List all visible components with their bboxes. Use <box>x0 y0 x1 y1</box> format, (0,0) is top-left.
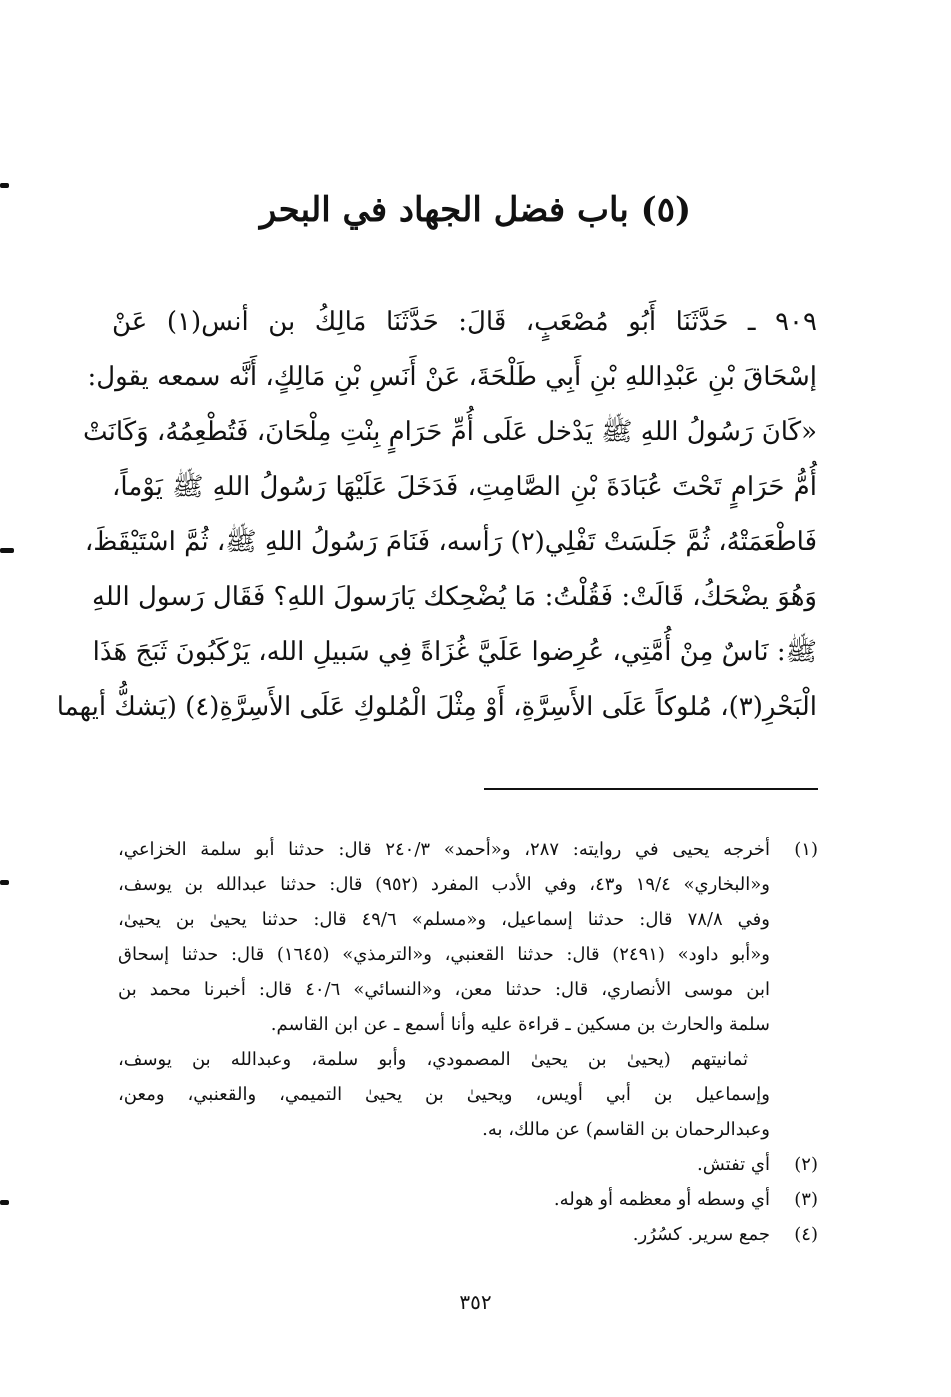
footnote-body <box>118 1217 770 1252</box>
footnote-body <box>118 1147 770 1182</box>
text-line: فَاطْعَمَتْهُ، ثُمَّ جَلَسَتْ تَفْلِي(٢) رَأسه، فَنَامَ رَسُولُ اللهِ ﷺ، ثُمَّ اسْتَيْقَظَ، <box>84 527 817 557</box>
scan-mark <box>0 1200 9 1205</box>
footnote-line: و«البخاري» ١٩/٤ و٤٣، وفي الأدب المفرد (٩٥٢) قال: حدثنا عبدالله بن يوسف، <box>118 874 770 895</box>
footnote-body <box>118 832 770 1147</box>
footnote <box>118 1217 818 1252</box>
footnote-line: سلمة والحارث بن مسكين ـ قراءة عليه وأنا أسمع ـ عن ابن القاسم. <box>270 1014 770 1035</box>
scan-mark <box>0 880 9 885</box>
text-line: ﷺ: نَاسٌ مِنْ أُمَّتِي، عُرِضوا عَلَيَّ غُزَاةً فِي سَبيلِ الله، يَرْكَبُونَ ثَبَجَ هَذَا <box>92 637 817 667</box>
footnote-line: أي تفتش. <box>696 1154 770 1175</box>
footnote-number: (٣) <box>794 1189 818 1210</box>
footnote-line: وعبدالرحمان بن القاسم) عن مالك، به. <box>482 1119 770 1140</box>
text-line: ٩٠٩ ـ حَدَّثَنَا أَبُو مُصْعَبٍ، قَالَ: حَدَّثَنَا مَالِكُ بن أنس(١) عَنْ <box>112 307 817 337</box>
footnote-number: (٢) <box>794 1154 818 1175</box>
text-line: الْبَحْرِ(٣)، مُلوكاً عَلَى الأَسِرَّةِ، أَوْ مِثْلَ الْمُلوكِ عَلَى الأَسِرَّةِ(٤) (يَشكُّ أيهما <box>56 692 817 722</box>
footnote-separator <box>484 788 818 790</box>
footnote-line: أي وسطه أو معظمه أو هوله. <box>553 1189 770 1210</box>
hadith-text <box>56 295 817 735</box>
footnote-line: جمع سرير. كسُرُر. <box>632 1224 770 1245</box>
footnote-line: ثمانيتهم (يحيىٰ بن يحيىٰ المصمودي، وأبو سلمة، وعبدالله بن يوسف، <box>118 1049 748 1070</box>
footnote <box>118 1182 818 1217</box>
footnote <box>118 832 818 1147</box>
footnote-line: ابن موسى الأنصاري، قال: حدثنا معن، و«النسائي» ٤٠/٦ قال: أخبرنا محمد بن <box>118 979 770 1000</box>
footnote-line: وإسماعيل بن أبي أويس، ويحيىٰ بن يحيىٰ التميمي، والقعنبي، ومعن، <box>118 1084 771 1105</box>
text-line: وَهُوَ يضْحَكُ، قَالَتْ: فَقُلْتُ: مَا يُضْحِكك يَارَسولَ اللهِ؟ فَقَال رَسول اللهِ <box>91 582 817 612</box>
footnote-line: وفي ٧٨/٨ قال: حدثنا إسماعيل، و«مسلم» ٤٩/٦ قال: حدثنا يحيىٰ بن يحيىٰ، <box>118 909 770 930</box>
scan-mark <box>0 548 14 553</box>
footnote-line: و«أبو داود» (٢٤٩١) قال: حدثنا القعنبي، و«الترمذي» (١٦٤٥) قال: حدثنا إسحاق <box>118 944 770 965</box>
chapter-title: (٥) باب فضل الجهاد في البحر <box>259 190 692 230</box>
footnote-body <box>118 1182 770 1217</box>
footnote <box>118 1147 818 1182</box>
footnotes <box>118 832 818 1252</box>
footnote-number: (١) <box>794 839 818 860</box>
page-number: ٣٥٢ <box>459 1290 492 1314</box>
text-line: إسْحَاقَ بْنِ عَبْدِاللهِ بْنِ أَبِي طَلْحَةَ، عَنْ أَنَسِ بْنِ مَالِكٍ، أَنَّه سمعه يقول: <box>87 362 817 392</box>
text-line: «كَانَ رَسُولُ اللهِ ﷺ يَدْخل عَلَى أُمِّ حَرَامٍ بِنْتِ مِلْحَانَ، فَتُطْعِمُهُ، وَكَانَتْ <box>83 417 817 447</box>
footnote-line: أخرجه يحيى في روايته: ٢٨٧، و«أحمد» ٢٤٠/٣ قال: حدثنا أبو سلمة الخزاعي، <box>118 839 770 860</box>
scan-mark <box>0 183 9 188</box>
footnote-number: (٤) <box>794 1224 818 1245</box>
text-line: أُمُّ حَرَامٍ تَحْتَ عُبَادَةَ بْنِ الصَّامِتِ، فَدَخَلَ عَلَيْهَا رَسُولُ اللهِ ﷺ يَوْماً، <box>112 472 817 502</box>
